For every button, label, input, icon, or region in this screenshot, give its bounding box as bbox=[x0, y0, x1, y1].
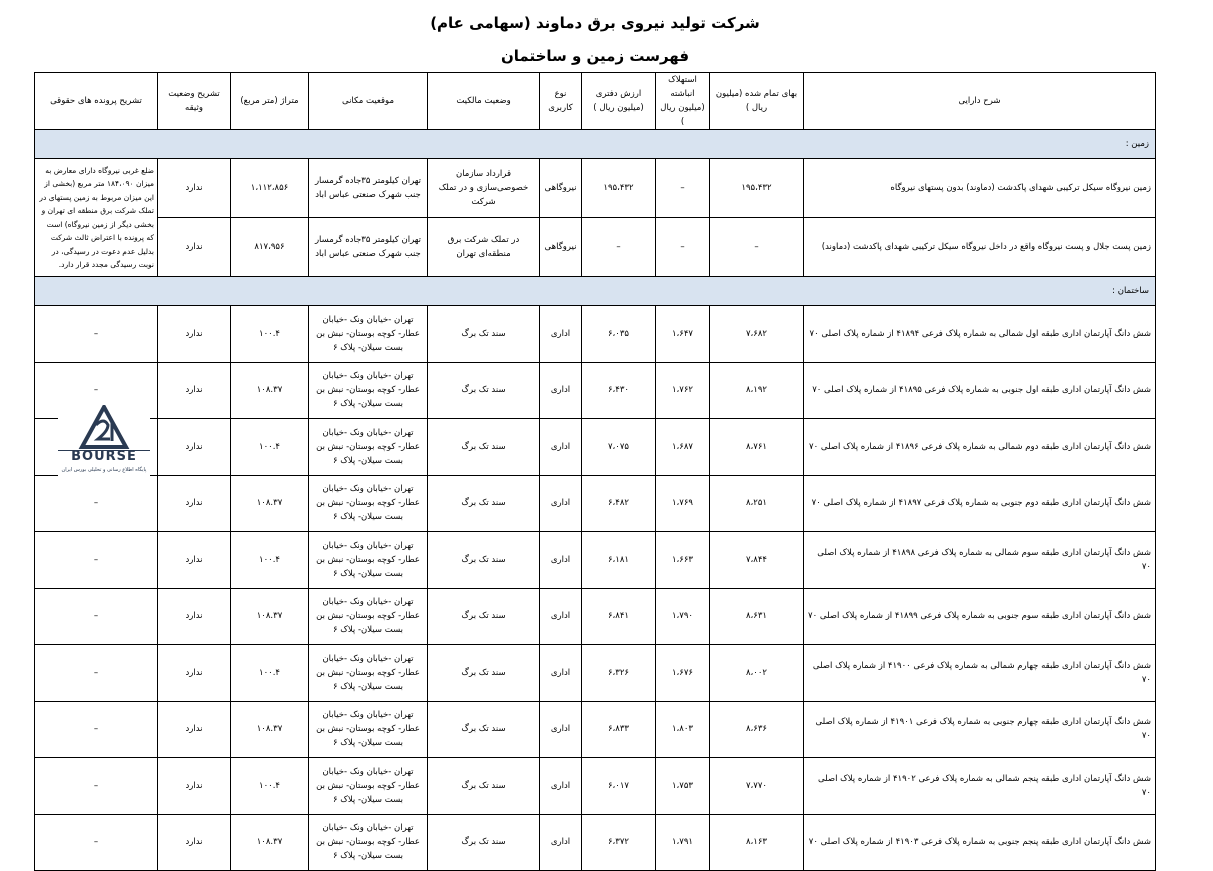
cell-book-value: ۶،۱۸۱ bbox=[582, 532, 656, 589]
table-row bbox=[35, 645, 1156, 702]
section-row-building bbox=[35, 277, 1156, 306]
section-row-land bbox=[35, 130, 1156, 159]
cell-cost: ۸،۲۵۱ bbox=[710, 475, 804, 532]
cell-desc: زمین پست جلال و پست نیروگاه واقع در داخل نیروگاه سیکل ترکیبی شهدای پاکدشت (دماوند) bbox=[804, 218, 1156, 277]
table-row bbox=[35, 218, 1156, 277]
cell-ownership: سند تک برگ bbox=[428, 306, 540, 363]
cell-collateral: ندارد bbox=[158, 645, 231, 702]
cell-location: تهران -خیابان ونک -خیابان عطار- کوچه بوستان- نبش بن بست سیلان- پلاک ۶ bbox=[309, 814, 428, 871]
cell-collateral: ندارد bbox=[158, 814, 231, 871]
header-collateral: تشریح وضعیت وثیقه bbox=[158, 73, 231, 130]
cell-depreciation: ۱،۷۹۱ bbox=[656, 814, 710, 871]
cell-depreciation: ۱،۷۹۰ bbox=[656, 588, 710, 645]
cell-legal-cases: – bbox=[35, 701, 158, 758]
cell-cost: ۸،۶۳۶ bbox=[710, 701, 804, 758]
bourse-watermark bbox=[58, 405, 150, 477]
cell-usage: اداری bbox=[540, 475, 582, 532]
cell-cost: ۸،۱۶۳ bbox=[710, 814, 804, 871]
cell-collateral: ندارد bbox=[158, 419, 231, 476]
cell-depreciation: ۱،۶۷۶ bbox=[656, 645, 710, 702]
cell-collateral: ندارد bbox=[158, 758, 231, 815]
table-row bbox=[35, 419, 1156, 476]
cell-ownership: سند تک برگ bbox=[428, 758, 540, 815]
cell-book-value: ۶،۰۳۵ bbox=[582, 306, 656, 363]
company-title: شرکت تولید نیروی برق دماوند (سهامی عام) bbox=[430, 14, 760, 32]
cell-book-value: – bbox=[582, 218, 656, 277]
cell-area: ۱۰۰.۴ bbox=[231, 419, 309, 476]
cell-legal-cases: – bbox=[35, 306, 158, 363]
cell-usage: اداری bbox=[540, 588, 582, 645]
cell-usage: نیروگاهی bbox=[540, 218, 582, 277]
cell-ownership: سند تک برگ bbox=[428, 814, 540, 871]
cell-desc: زمین نیروگاه سیکل ترکیبی شهدای پاکدشت (دماوند) بدون پستهای نیروگاه bbox=[804, 159, 1156, 218]
cell-desc: شش دانگ آپارتمان اداری طبقه دوم شمالی به شماره پلاک فرعی ۴۱۸۹۶ از شماره پلاک اصلی ۷۰ bbox=[804, 419, 1156, 476]
table-row bbox=[35, 814, 1156, 871]
cell-legal-cases: – bbox=[35, 588, 158, 645]
page-subtitle: فهرست زمین و ساختمان bbox=[500, 47, 690, 65]
table-header-row bbox=[35, 73, 1156, 130]
cell-collateral: ندارد bbox=[158, 218, 231, 277]
cell-desc: شش دانگ آپارتمان اداری طبقه دوم جنوبی به شماره پلاک فرعی ۴۱۸۹۷ از شماره پلاک اصلی ۷۰ bbox=[804, 475, 1156, 532]
cell-location: تهران -خیابان ونک -خیابان عطار- کوچه بوستان- نبش بن بست سیلان- پلاک ۶ bbox=[309, 419, 428, 476]
cell-depreciation: ۱،۶۴۷ bbox=[656, 306, 710, 363]
header-ownership: وضعیت مالکیت bbox=[428, 73, 540, 130]
header-area: متراژ (متر مربع) bbox=[231, 73, 309, 130]
table-row bbox=[35, 362, 1156, 419]
cell-usage: اداری bbox=[540, 645, 582, 702]
cell-area: ۱۰۸.۳۷ bbox=[231, 701, 309, 758]
cell-desc: شش دانگ آپارتمان اداری طبقه سوم شمالی به شماره پلاک فرعی ۴۱۸۹۸ از شماره پلاک اصلی ۷۰ bbox=[804, 532, 1156, 589]
cell-usage: اداری bbox=[540, 814, 582, 871]
cell-book-value: ۶،۳۲۶ bbox=[582, 645, 656, 702]
header-book-value: ارزش دفتری (میلیون ریال ) bbox=[582, 73, 656, 130]
section-label-land: زمین : bbox=[35, 130, 1156, 159]
header-depreciation: استهلاک انباشته (میلیون ریال ) bbox=[656, 73, 710, 130]
cell-desc: شش دانگ آپارتمان اداری طبقه پنجم شمالی به شماره پلاک فرعی ۴۱۹۰۲ از شماره پلاک اصلی ۷۰ bbox=[804, 758, 1156, 815]
bourse-logo-icon bbox=[78, 405, 130, 449]
header-legal-cases: تشریح پرونده های حقوقی bbox=[35, 73, 158, 130]
cell-depreciation: – bbox=[656, 159, 710, 218]
cell-collateral: ندارد bbox=[158, 588, 231, 645]
cell-legal-cases-land: ضلع غربی نیروگاه دارای معارض به میزان ۱۸۴،۰۹۰ متر مربع (بخشی از این میزان مربوط به زمین پستهای در تملک شرکت برق منطقه ای تهران و بخشی دیگر از زمین نیروگاه) است که پرونده با اعتراض ثالث شرکت بدلیل عدم دعوت در رسیدگی، در نوبت رسیدگی مجدد قرار دارد. bbox=[35, 159, 158, 277]
cell-location: تهران کیلومتر ۳۵جاده گرمسار جنب شهرک صنعتی عباس اباد bbox=[309, 159, 428, 218]
table-row bbox=[35, 758, 1156, 815]
cell-collateral: ندارد bbox=[158, 701, 231, 758]
cell-usage: اداری bbox=[540, 419, 582, 476]
table-row bbox=[35, 532, 1156, 589]
cell-area: ۱۰۸.۳۷ bbox=[231, 814, 309, 871]
cell-desc: شش دانگ آپارتمان اداری طبقه پنجم جنوبی به شماره پلاک فرعی ۴۱۹۰۳ از شماره پلاک اصلی ۷۰ bbox=[804, 814, 1156, 871]
cell-book-value: ۶،۸۳۳ bbox=[582, 701, 656, 758]
cell-collateral: ندارد bbox=[158, 532, 231, 589]
cell-usage: اداری bbox=[540, 532, 582, 589]
cell-area: ۱،۱۱۲،۸۵۶ bbox=[231, 159, 309, 218]
cell-usage: اداری bbox=[540, 701, 582, 758]
cell-location: تهران -خیابان ونک -خیابان عطار- کوچه بوستان- نبش بن بست سیلان- پلاک ۶ bbox=[309, 306, 428, 363]
cell-location: تهران -خیابان ونک -خیابان عطار- کوچه بوستان- نبش بن بست سیلان- پلاک ۶ bbox=[309, 701, 428, 758]
cell-cost: ۸،۷۶۱ bbox=[710, 419, 804, 476]
cell-cost: ۸،۰۰۲ bbox=[710, 645, 804, 702]
cell-cost: – bbox=[710, 218, 804, 277]
table-row bbox=[35, 701, 1156, 758]
logo-tagline: پایگاه اطلاع رسانی و تحلیلی بورس ایران bbox=[61, 467, 147, 473]
cell-collateral: ندارد bbox=[158, 475, 231, 532]
cell-area: ۱۰۸.۳۷ bbox=[231, 475, 309, 532]
cell-ownership: سند تک برگ bbox=[428, 475, 540, 532]
cell-cost: ۷،۶۸۲ bbox=[710, 306, 804, 363]
table-row bbox=[35, 306, 1156, 363]
cell-location: تهران -خیابان ونک -خیابان عطار- کوچه بوستان- نبش بن بست سیلان- پلاک ۶ bbox=[309, 645, 428, 702]
cell-location: تهران -خیابان ونک -خیابان عطار- کوچه بوستان- نبش بن بست سیلان- پلاک ۶ bbox=[309, 362, 428, 419]
cell-depreciation: ۱،۷۵۳ bbox=[656, 758, 710, 815]
logo-wordmark: BOURSE bbox=[71, 449, 137, 464]
cell-ownership: سند تک برگ bbox=[428, 645, 540, 702]
cell-collateral: ندارد bbox=[158, 362, 231, 419]
cell-ownership: سند تک برگ bbox=[428, 532, 540, 589]
cell-ownership: سند تک برگ bbox=[428, 419, 540, 476]
header-desc: شرح دارایی bbox=[804, 73, 1156, 130]
cell-cost: ۷،۷۷۰ bbox=[710, 758, 804, 815]
cell-area: ۱۰۸.۳۷ bbox=[231, 362, 309, 419]
cell-depreciation: ۱،۷۶۹ bbox=[656, 475, 710, 532]
assets-table bbox=[34, 72, 1156, 871]
cell-book-value: ۱۹۵،۴۳۲ bbox=[582, 159, 656, 218]
cell-book-value: ۶،۰۱۷ bbox=[582, 758, 656, 815]
cell-location: تهران -خیابان ونک -خیابان عطار- کوچه بوستان- نبش بن بست سیلان- پلاک ۶ bbox=[309, 475, 428, 532]
cell-ownership: سند تک برگ bbox=[428, 588, 540, 645]
cell-cost: ۷،۸۴۴ bbox=[710, 532, 804, 589]
cell-collateral: ندارد bbox=[158, 306, 231, 363]
header-cost: بهای تمام شده (میلیون ریال ) bbox=[710, 73, 804, 130]
cell-book-value: ۶،۴۳۰ bbox=[582, 362, 656, 419]
cell-location: تهران کیلومتر ۳۵جاده گرمسار جنب شهرک صنعتی عباس اباد bbox=[309, 218, 428, 277]
header-usage: نوع کاربری bbox=[540, 73, 582, 130]
cell-desc: شش دانگ آپارتمان اداری طبقه چهارم شمالی به شماره پلاک فرعی ۴۱۹۰۰ از شماره پلاک اصلی ۷۰ bbox=[804, 645, 1156, 702]
cell-cost: ۸،۶۳۱ bbox=[710, 588, 804, 645]
cell-area: ۱۰۸.۳۷ bbox=[231, 588, 309, 645]
section-label-building: ساختمان : bbox=[35, 277, 1156, 306]
cell-cost: ۱۹۵،۴۳۲ bbox=[710, 159, 804, 218]
cell-depreciation: ۱،۷۶۲ bbox=[656, 362, 710, 419]
header-location: موقعیت مکانی bbox=[309, 73, 428, 130]
cell-depreciation: – bbox=[656, 218, 710, 277]
cell-collateral: ندارد bbox=[158, 159, 231, 218]
cell-location: تهران -خیابان ونک -خیابان عطار- کوچه بوستان- نبش بن بست سیلان- پلاک ۶ bbox=[309, 758, 428, 815]
cell-usage: نیروگاهی bbox=[540, 159, 582, 218]
cell-legal-cases: – bbox=[35, 475, 158, 532]
cell-area: ۸۱۷،۹۵۶ bbox=[231, 218, 309, 277]
cell-ownership: سند تک برگ bbox=[428, 701, 540, 758]
cell-desc: شش دانگ آپارتمان اداری طبقه سوم جنوبی به شماره پلاک فرعی ۴۱۸۹۹ از شماره پلاک اصلی ۷۰ bbox=[804, 588, 1156, 645]
cell-book-value: ۷،۰۷۵ bbox=[582, 419, 656, 476]
table-row bbox=[35, 588, 1156, 645]
cell-area: ۱۰۰.۴ bbox=[231, 645, 309, 702]
cell-ownership: قرارداد سازمان خصوصی‌سازی و در تملک شرکت bbox=[428, 159, 540, 218]
cell-cost: ۸،۱۹۲ bbox=[710, 362, 804, 419]
cell-desc: شش دانگ آپارتمان اداری طبقه چهارم جنوبی به شماره پلاک فرعی ۴۱۹۰۱ از شماره پلاک اصلی ۷۰ bbox=[804, 701, 1156, 758]
cell-book-value: ۶،۸۴۱ bbox=[582, 588, 656, 645]
cell-legal-cases: – bbox=[35, 645, 158, 702]
cell-legal-cases: – bbox=[35, 532, 158, 589]
cell-usage: اداری bbox=[540, 758, 582, 815]
cell-legal-cases: – bbox=[35, 758, 158, 815]
cell-location: تهران -خیابان ونک -خیابان عطار- کوچه بوستان- نبش بن بست سیلان- پلاک ۶ bbox=[309, 588, 428, 645]
cell-ownership: در تملک شرکت برق منطقه‌ای تهران bbox=[428, 218, 540, 277]
cell-area: ۱۰۰.۴ bbox=[231, 306, 309, 363]
cell-desc: شش دانگ آپارتمان اداری طبقه اول شمالی به شماره پلاک فرعی ۴۱۸۹۴ از شماره پلاک اصلی ۷۰ bbox=[804, 306, 1156, 363]
cell-ownership: سند تک برگ bbox=[428, 362, 540, 419]
cell-area: ۱۰۰.۴ bbox=[231, 758, 309, 815]
cell-usage: اداری bbox=[540, 362, 582, 419]
cell-depreciation: ۱،۸۰۳ bbox=[656, 701, 710, 758]
table-row bbox=[35, 475, 1156, 532]
cell-depreciation: ۱،۶۶۳ bbox=[656, 532, 710, 589]
cell-legal-cases: – bbox=[35, 362, 158, 419]
cell-book-value: ۶،۳۷۲ bbox=[582, 814, 656, 871]
table-row bbox=[35, 159, 1156, 218]
cell-legal-cases: – bbox=[35, 814, 158, 871]
cell-area: ۱۰۰.۴ bbox=[231, 532, 309, 589]
cell-usage: اداری bbox=[540, 306, 582, 363]
cell-desc: شش دانگ آپارتمان اداری طبقه اول جنوبی به شماره پلاک فرعی ۴۱۸۹۵ از شماره پلاک اصلی ۷۰ bbox=[804, 362, 1156, 419]
cell-book-value: ۶،۴۸۲ bbox=[582, 475, 656, 532]
cell-depreciation: ۱،۶۸۷ bbox=[656, 419, 710, 476]
cell-location: تهران -خیابان ونک -خیابان عطار- کوچه بوستان- نبش بن بست سیلان- پلاک ۶ bbox=[309, 532, 428, 589]
